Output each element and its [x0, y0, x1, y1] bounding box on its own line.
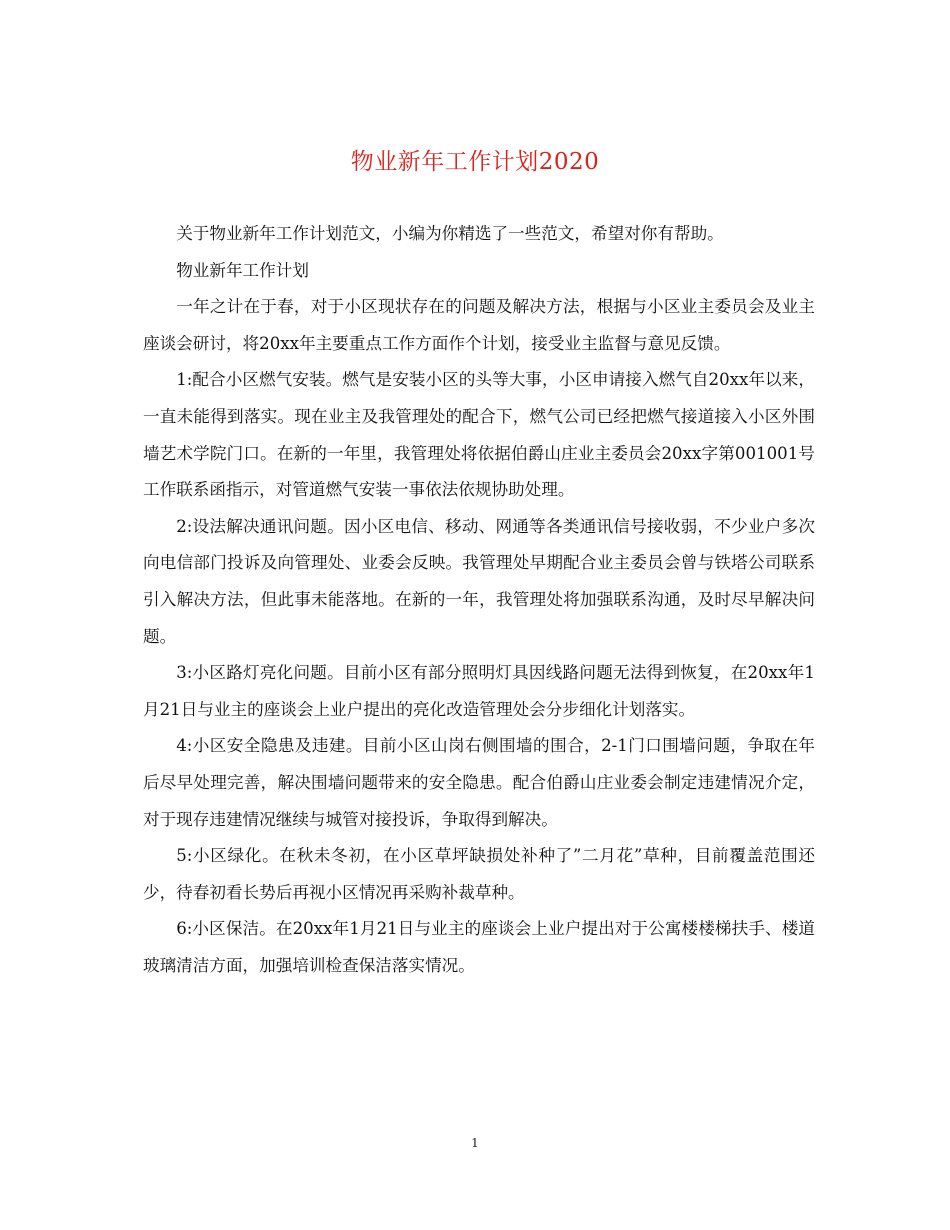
paragraph-overview: 一年之计在于春，对于小区现状存在的问题及解决方法，根据与小区业主委员会及业主座谈会研讨，将20xx年主要重点工作方面作个计划，接受业主监督与意见反馈。	[143, 297, 815, 353]
document-title: 物业新年工作计划2020	[350, 149, 600, 175]
paragraph-item-4: 4:小区安全隐患及违建。目前小区山岗右侧围墙的围合，2-1门口围墙问题，争取在年后尽早处理完善，解决围墙问题带来的安全隐患。配合伯爵山庄业委会制定违建情况介定，对于现存违建情况继续与城管对接投诉，争取得到解决。	[143, 736, 815, 829]
paragraph-subtitle: 物业新年工作计划	[176, 260, 309, 280]
paragraph-item-6: 6:小区保洁。在20xx年1月21日与业主的座谈会上业户提出对于公寓楼楼梯扶手、楼道玻璃清洁方面，加强培训检查保洁落实情况。	[143, 919, 815, 975]
paragraph-intro: 关于物业新年工作计划范文，小编为你精选了一些范文，希望对你有帮助。	[176, 224, 724, 243]
paragraph-item-3: 3:小区路灯亮化问题。目前小区有部分照明灯具因线路问题无法得到恢复，在20xx年1月21日与业主的座谈会上业户提出的亮化改造管理处会分步细化计划落实。	[143, 663, 815, 719]
document-body	[143, 216, 815, 984]
paragraph-item-1: 1:配合小区燃气安装。燃气是安装小区的头等大事，小区申请接入燃气自20xx年以来，一直未能得到落实。现在业主及我管理处的配合下，燃气公司已经把燃气接道接入小区外围墙艺术学院门口。在新的一年里，我管理处将依据伯爵山庄业主委员会20xx字第001001号工作联系函指示，对管道燃气安装一事依法依规协助处理。	[143, 370, 815, 500]
page-number: 1	[471, 1136, 479, 1150]
paragraph-item-5: 5:小区绿化。在秋未冬初，在小区草坪缺损处补种了”二月花”草种，目前覆盖范围还少，待春初看长势后再视小区情况再采购补裁草种。	[143, 846, 815, 902]
paragraph-item-2: 2:设法解决通讯问题。因小区电信、移动、网通等各类通讯信号接收弱，不少业户多次向电信部门投诉及向管理处、业委会反映。我管理处早期配合业主委员会曾与铁塔公司联系引入解决方法，但此事未能落地。在新的一年，我管理处将加强联系沟通，及时尽早解决问题。	[143, 516, 815, 646]
